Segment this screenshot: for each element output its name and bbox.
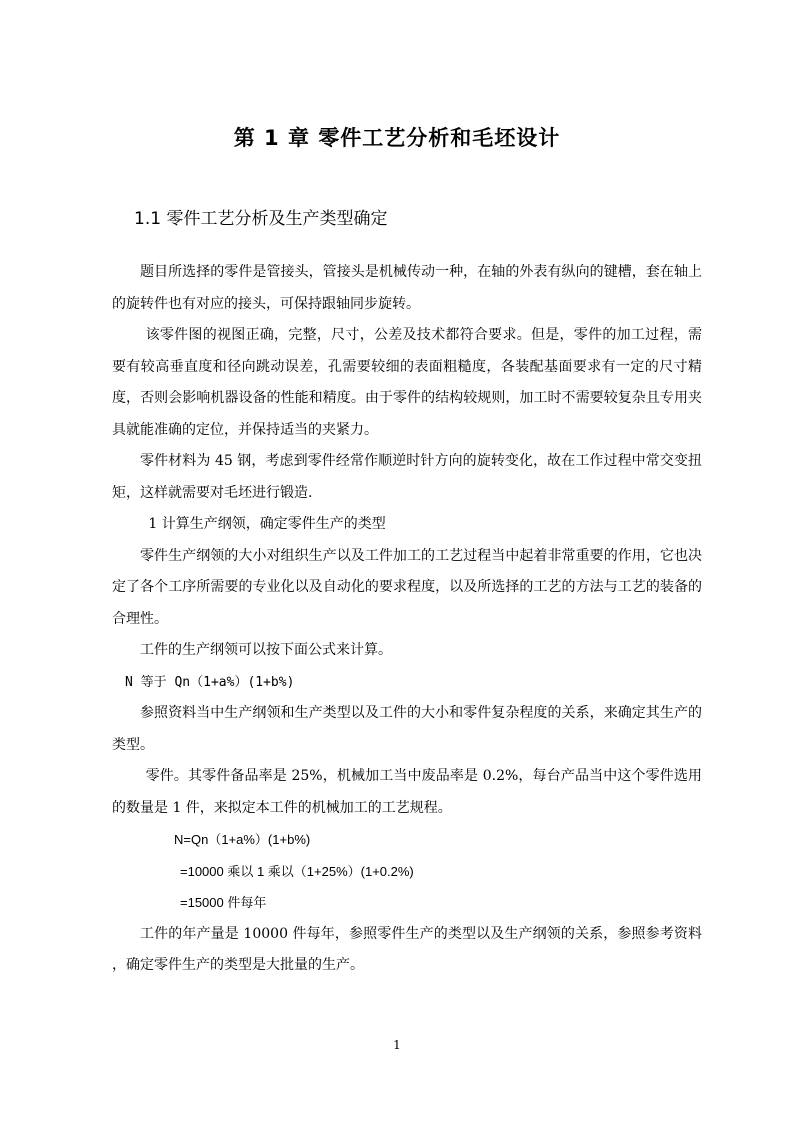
calculation-line-3: =15000 件每年 [180, 895, 267, 910]
paragraph-reference: 参照资料当中生产纲领和生产类型以及工件的大小和零件复杂程度的关系，来确定其生产的类型。 [112, 705, 702, 753]
paragraph-conclusion: 工件的年产量是 10000 件每年，参照零件生产的类型以及生产纲领的关系，参照参考资料 ，确定零件生产的类型是大批量的生产。 [112, 925, 702, 973]
paragraph-step-heading: 1 计算生产纲领，确定零件生产的类型 [148, 516, 386, 532]
formula-text: N 等于 Qn（1+a%）(1+b%) [125, 674, 295, 690]
paragraph-formula-intro: 工件的生产纲领可以按下面公式来计算。 [140, 642, 392, 658]
body-text [112, 257, 702, 982]
calculation-line-2: =10000 乘以 1 乘以（1+25%）(1+0.2%) [180, 863, 414, 879]
chapter-title: 第 1 章 零件工艺分析和毛坯设计 [233, 126, 561, 150]
calculation-line-1: N=Qn（1+a%）(1+b%) [174, 832, 311, 847]
section-title: 1.1 零件工艺分析及生产类型确定 [134, 209, 388, 229]
paragraph-intro: 题目所选择的零件是管接头，管接头是机械传动一种，在轴的外表有纵向的键槽，套在轴上的旋转件也有对应的接头，可保持跟轴同步旋转。 [112, 264, 702, 312]
paragraph-part-rates: 零件。其零件备品率是 25%，机械加工当中废品率是 0.2%，每台产品当中这个零件选用的数量是 1 件，来拟定本工件的机械加工的工艺规程。 [112, 768, 702, 816]
paragraph-material: 零件材料为 45 钢，考虑到零件经常作顺逆时针方向的旋转变化，故在工作过程中常交变扭矩，这样就需要对毛坯进行锻造. [112, 453, 702, 501]
paragraph-drawing-analysis: 该零件图的视图正确，完整，尺寸，公差及技术都符合要求。但是，零件的加工过程，需要有较高垂直度和径向跳动误差，孔需要较细的表面粗糙度，各装配基面要求有一定的尺寸精度，否则会影响机器设备的性能和精度。由于零件的结构较规则，加工时不需要较复杂且专用夹具就能准确的定位，并保持适当的夹紧力。 [112, 327, 702, 438]
page-number: 1 [393, 1038, 401, 1052]
paragraph-production-program: 零件生产纲领的大小对组织生产以及工件加工的工艺过程当中起着非常重要的作用，它也决定了各个工序所需要的专业化以及自动化的要求程度，以及所选择的工艺的方法与工艺的装备的合理性。 [112, 547, 702, 627]
